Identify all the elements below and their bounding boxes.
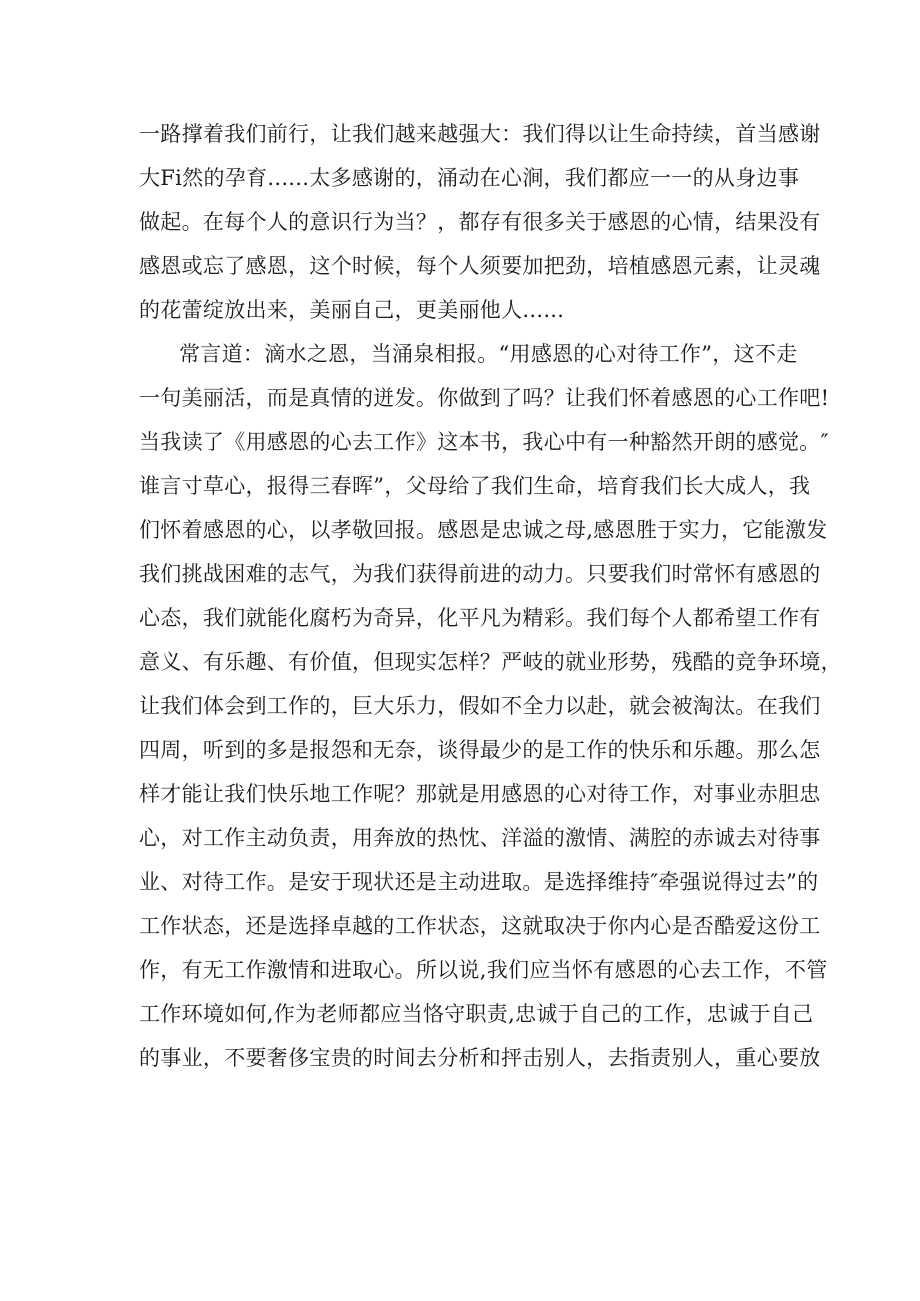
text-line: 心态，我们就能化腐朽为奇异，化平凡为精彩。我们每个人都希望工作有	[139, 606, 821, 630]
text-line: 业、对待工作。是安于现状还是主动进取。是选择维持″牵强说得过去”的	[139, 870, 819, 894]
text-line: 工作状态，还是选择卓越的工作状态，这就取决于你内心是否酷爱这份工	[139, 914, 821, 938]
text-line: 四周，听到的多是报怨和无奈，谈得最少的是工作的快乐和乐趣。那么怎	[139, 738, 821, 762]
text-line: 让我们体会到工作的，巨大乐力，假如不全力以赴，就会被淘汰。在我们	[139, 694, 821, 718]
text-line: 们怀着感恩的心，以孝敬回报。感恩是忠诚之母,感恩胜于实力，它能激发	[139, 518, 828, 542]
text-line: 意义、有乐趣、有价值，但现实怎样？严岐的就业形势，残酷的竞争环境，	[139, 650, 842, 674]
text-line: 大Fi然的孕育......太多感谢的，涌动在心涧，我们都应一一的从身边事	[139, 166, 800, 190]
text-line: 作，有无工作激情和进取心。所以说,我们应当怀有感恩的心去工作，不管	[139, 958, 828, 982]
text-line: 的花蕾绽放出来，美丽自己，更美丽他人......	[139, 298, 565, 322]
paragraph-start-line: 常言道：滴水之恩，当涌泉相报。“用感恩的心对待工作”，这不走	[179, 342, 798, 366]
text-line: 工作环境如何,作为老师都应当恪守职责,忠诚于自己的工作，忠诚于自己	[139, 1002, 814, 1026]
text-line: 的事业，不要奢侈宝贵的时间去分析和抨击别人，去指责别人，重心要放	[139, 1046, 821, 1070]
text-line: 一路撑着我们前行，让我们越来越强大：我们得以让生命持续，首当感谢	[139, 122, 821, 146]
text-line: 我们挑战困难的志气，为我们获得前进的动力。只要我们时常怀有感恩的	[139, 562, 821, 586]
text-line: 当我读了《用感恩的心去工作》这本书，我心中有一种豁然开朗的感觉。″	[139, 430, 829, 454]
text-line: 心，对工作主动负责，用奔放的热忱、洋溢的激情、满腔的赤诚去对待事	[139, 826, 821, 850]
text-line: 样才能让我们快乐地工作呢？那就是用感恩的心对待工作，对事业赤胆忠	[139, 782, 821, 806]
text-line: 做起。在每个人的意识行为当？，都存有很多关于感恩的心情，结果没有	[139, 210, 821, 234]
text-line: 谁言寸草心，报得三春晖”，父母给了我们生命，培育我们长大成人，我	[139, 474, 811, 498]
text-line: 感恩或忘了感恩，这个时候，每个人须要加把劲，培植感恩元素，让灵魂	[139, 254, 821, 278]
text-line: 一句美丽活，而是真情的迸发。你做到了吗？让我们怀着感恩的心工作吧!	[139, 386, 830, 410]
body-text	[139, 112, 842, 1080]
